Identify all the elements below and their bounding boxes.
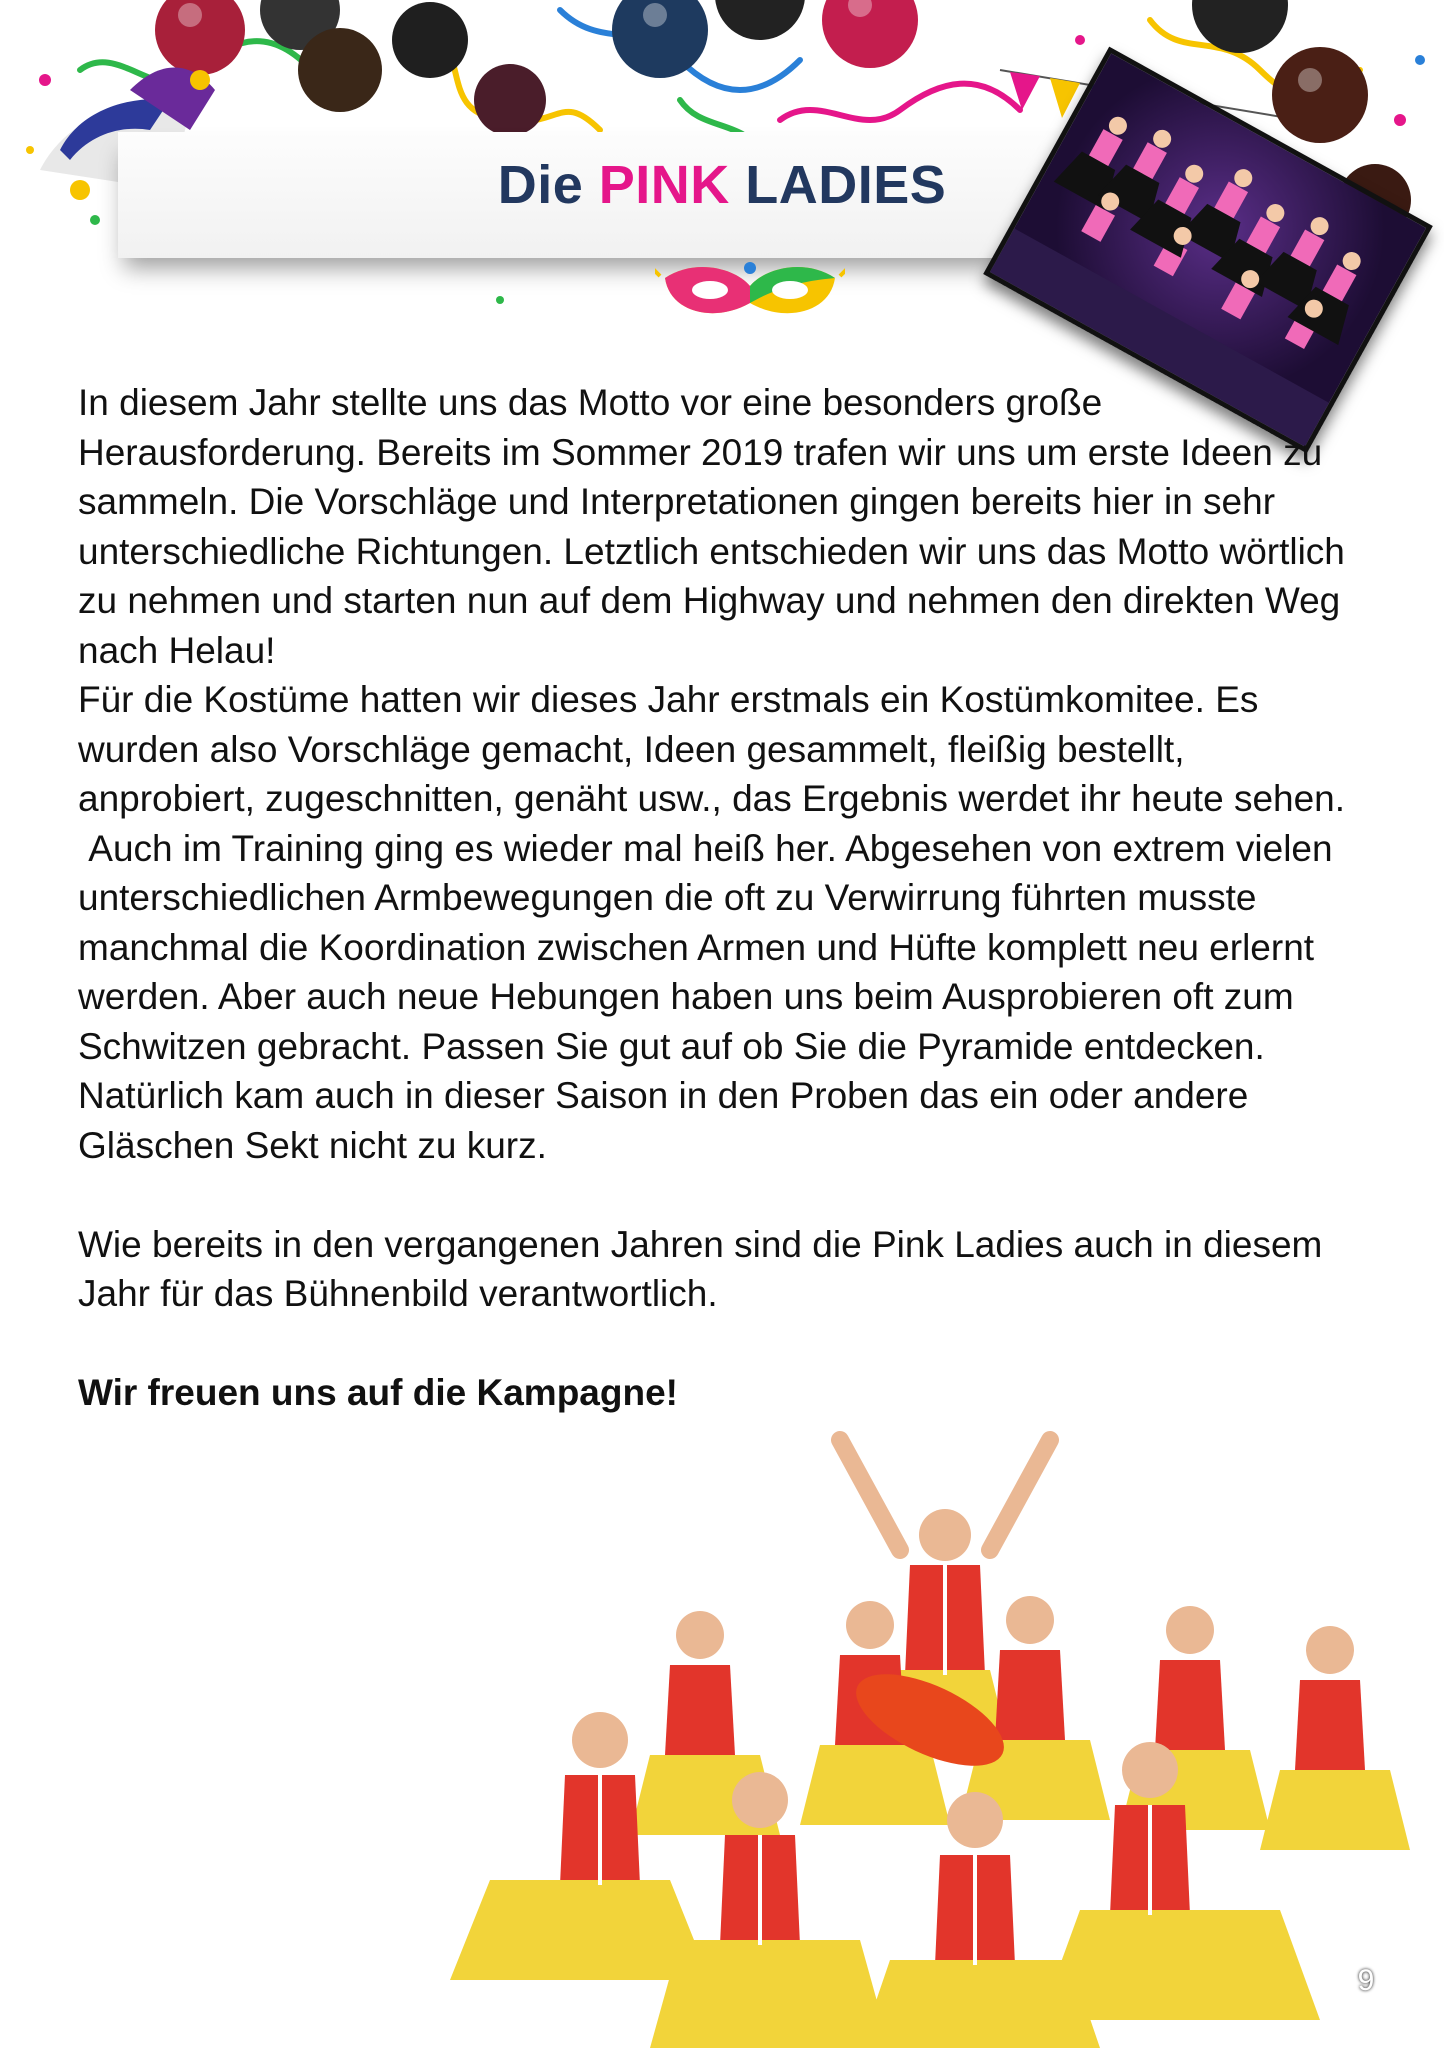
- carnival-mask-icon: [655, 258, 845, 328]
- spacer: [78, 1319, 1358, 1369]
- paragraph-motto: In diesem Jahr stellte uns das Motto vor eine besonders große Herausforderung. Bereits im Sommer 2019 trafen wir uns um erste Ideen zu sammeln. Die Vorschläge und Interpretationen gingen bereits hier in sehr unterschiedliche Richtungen. Letztlich entschieden wir uns das Motto wörtlich zu nehmen und starten nun auf dem Highway und nehmen den direkten Weg nach Helau!: [78, 382, 1345, 671]
- article-body: [78, 378, 1358, 1418]
- paragraph-sekt: Natürlich kam auch in dieser Saison in den Proben das ein oder andere Gläschen Sekt nicht zu kurz.: [78, 1075, 1249, 1166]
- paragraph-costumes: Für die Kostüme hatten wir dieses Jahr erstmals ein Kostümkomitee. Es wurden also Vorschläge gemacht, Ideen gesammelt, fleißig bestellt, anprobiert, zugeschnitten, genäht usw., das Ergebnis werdet ihr heute sehen.: [78, 679, 1346, 819]
- dance-group-photo-bottom: [430, 1420, 1440, 2048]
- title-part-ladies: LADIES: [729, 155, 947, 215]
- dancer-pyramid: [450, 1440, 1410, 2048]
- title-part-pink: PINK: [598, 155, 730, 215]
- paragraph-stage: Wie bereits in den vergangenen Jahren sind die Pink Ladies auch in diesem Jahr für das Bühnenbild verantwortlich.: [78, 1223, 1323, 1314]
- title-part-die: Die: [497, 155, 599, 215]
- page-number: 9: [1357, 1964, 1375, 1997]
- closing-line: Wir freuen uns auf die Kampagne!: [78, 1372, 678, 1413]
- paragraph-training: Auch im Training ging es wieder mal heiß her. Abgesehen von extrem vielen unterschiedlichen Armbewegungen die oft zu Verwirrung führten musste manchmal die Koordination zwischen Armen und Hüfte komplett neu erlernt werden. Aber auch neue Hebungen haben uns beim Ausprobieren oft zum Schwitzen gebracht. Passen Sie gut auf ob Sie die Pyramide entdecken.: [78, 827, 1343, 1067]
- spacer: [78, 1170, 1358, 1220]
